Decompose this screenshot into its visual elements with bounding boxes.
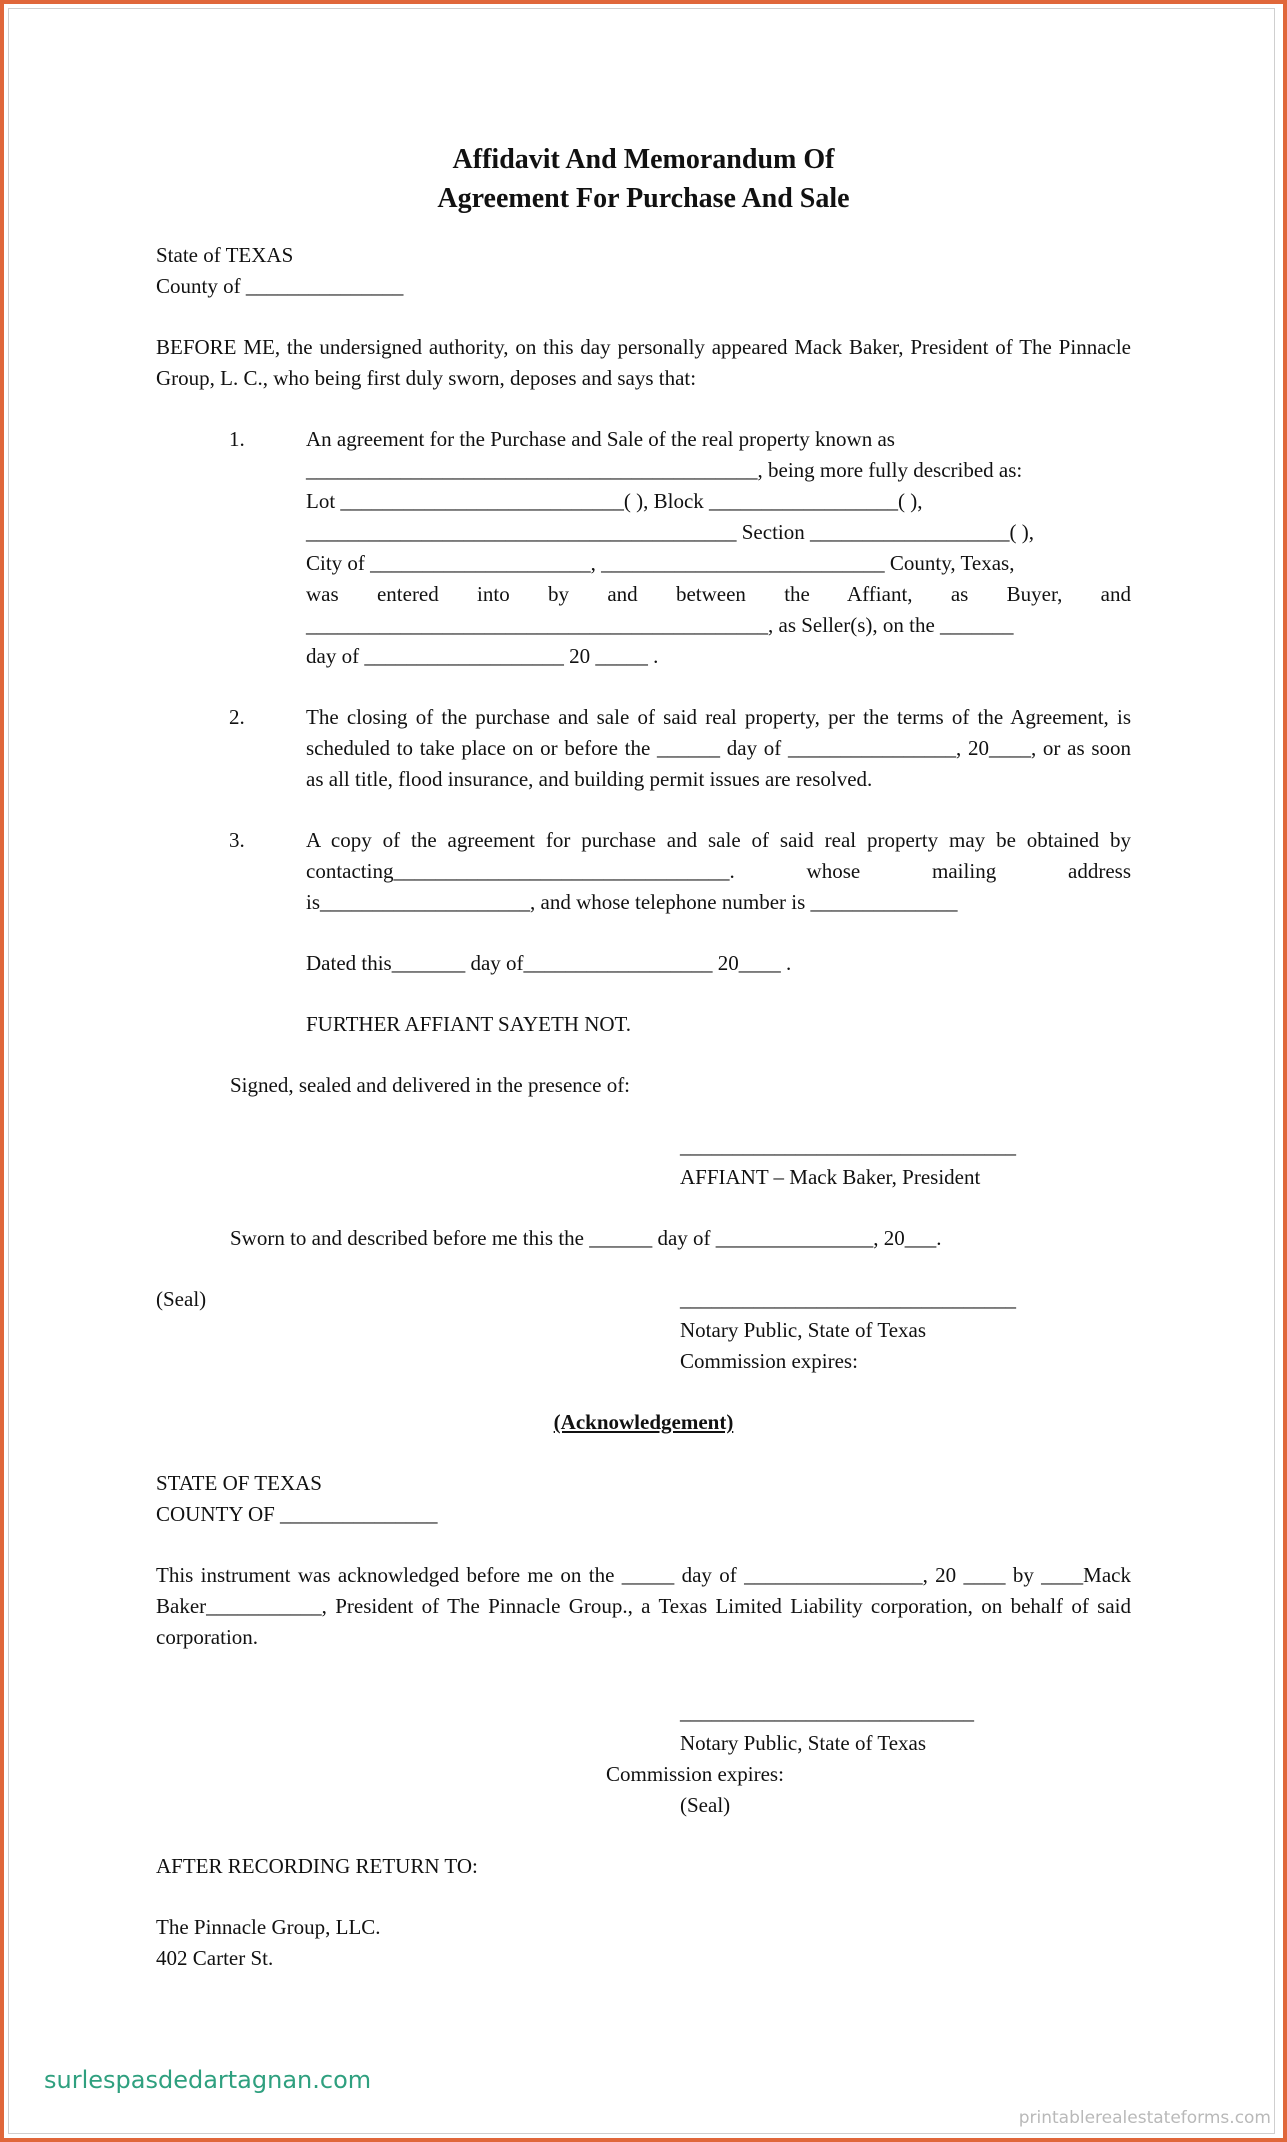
document-page bbox=[156, 140, 1131, 1974]
clause-3 bbox=[156, 825, 1131, 918]
state-line-2: STATE OF TEXAS bbox=[156, 1471, 322, 1495]
watermark-left: surlespasdedartagnan.com bbox=[44, 2066, 372, 2094]
watermark-right: printablerealestateforms.com bbox=[1018, 2108, 1271, 2128]
county-line-2: COUNTY OF _______________ bbox=[156, 1502, 438, 1526]
state-line: State of TEXAS bbox=[156, 243, 294, 267]
commission-expires: Commission expires: bbox=[680, 1349, 858, 1373]
dated-line: Dated this_______ day of__________________ 20____ . bbox=[306, 951, 792, 975]
clause-1-line: An agreement for the Purchase and Sale of the real property known as bbox=[306, 427, 895, 451]
commission-expires-2: Commission expires: bbox=[606, 1762, 784, 1786]
after-recording: AFTER RECORDING RETURN TO: bbox=[156, 1854, 478, 1878]
affiant-signature-line: ________________________________ bbox=[680, 1134, 1016, 1158]
acknowledgement-paragraph: This instrument was acknowledged before me on the _____ day of _________________, 20 ____ by ____Mack Baker___________, President of The Pinnacle Group., a Texas Limited Liability corporation, on behalf of said corporation. bbox=[156, 1563, 1131, 1649]
clause-3-text: A copy of the agreement for purchase and sale of said real property may be obtained by contacting________________________________. whose mailing address is____________________, and whose telephone number is ______________ bbox=[306, 828, 1131, 914]
notary-block-1 bbox=[156, 1284, 1131, 1377]
sworn-line: Sworn to and described before me this the ______ day of _______________, 20___. bbox=[230, 1226, 942, 1250]
seal-label-2: (Seal) bbox=[680, 1793, 731, 1817]
clause-number: 2. bbox=[229, 705, 245, 729]
affiant-label: AFFIANT – Mack Baker, President bbox=[680, 1165, 981, 1189]
intro-paragraph: BEFORE ME, the undersigned authority, on this day personally appeared Mack Baker, President of The Pinnacle Group, L. C., who being first duly sworn, deposes and says that: bbox=[156, 335, 1131, 390]
clause-1-line: City of _____________________, ___________________________ County, Texas, bbox=[306, 551, 1015, 575]
clause-1-line: ___________________________________________, being more fully described as: bbox=[306, 458, 1023, 482]
seal-label: (Seal) bbox=[156, 1287, 207, 1311]
document-title bbox=[156, 140, 1131, 218]
return-address: 402 Carter St. bbox=[156, 1946, 274, 1970]
signed-sealed-line: Signed, sealed and delivered in the presence of: bbox=[230, 1073, 631, 1097]
clause-number: 3. bbox=[229, 828, 245, 852]
clause-number: 1. bbox=[229, 427, 245, 451]
clause-1-line: was entered into by and between the Affiant, as Buyer, and bbox=[306, 582, 1131, 606]
notary-signature-line-2: ____________________________ bbox=[680, 1700, 974, 1724]
clause-1-line: Lot ___________________________( ), Block __________________( ), bbox=[306, 489, 923, 513]
clause-1-line: ____________________________________________, as Seller(s), on the _______ bbox=[306, 613, 1014, 637]
notary-signature-line: ________________________________ bbox=[680, 1287, 1016, 1311]
clause-2 bbox=[156, 702, 1131, 795]
clause-1 bbox=[156, 424, 1131, 672]
notary-label-2: Notary Public, State of Texas bbox=[680, 1731, 927, 1755]
clause-1-line: day of ___________________ 20 _____ . bbox=[306, 644, 659, 668]
return-name: The Pinnacle Group, LLC. bbox=[156, 1915, 381, 1939]
clause-1-line: _________________________________________ Section ___________________( ), bbox=[306, 520, 1034, 544]
acknowledgement-heading: (Acknowledgement) bbox=[553, 1410, 734, 1434]
county-line: County of _______________ bbox=[156, 274, 404, 298]
title-line-1: Affidavit And Memorandum Of bbox=[452, 144, 835, 175]
clause-2-text: The closing of the purchase and sale of said real property, per the terms of the Agreement, is scheduled to take place on or before the ______ day of ________________, 20____, or as soon as all title, flood insurance, and building permit issues are resolved. bbox=[306, 705, 1131, 791]
title-line-2: Agreement For Purchase And Sale bbox=[437, 183, 850, 214]
notary-label: Notary Public, State of Texas bbox=[680, 1318, 927, 1342]
further-affiant: FURTHER AFFIANT SAYETH NOT. bbox=[306, 1012, 632, 1036]
